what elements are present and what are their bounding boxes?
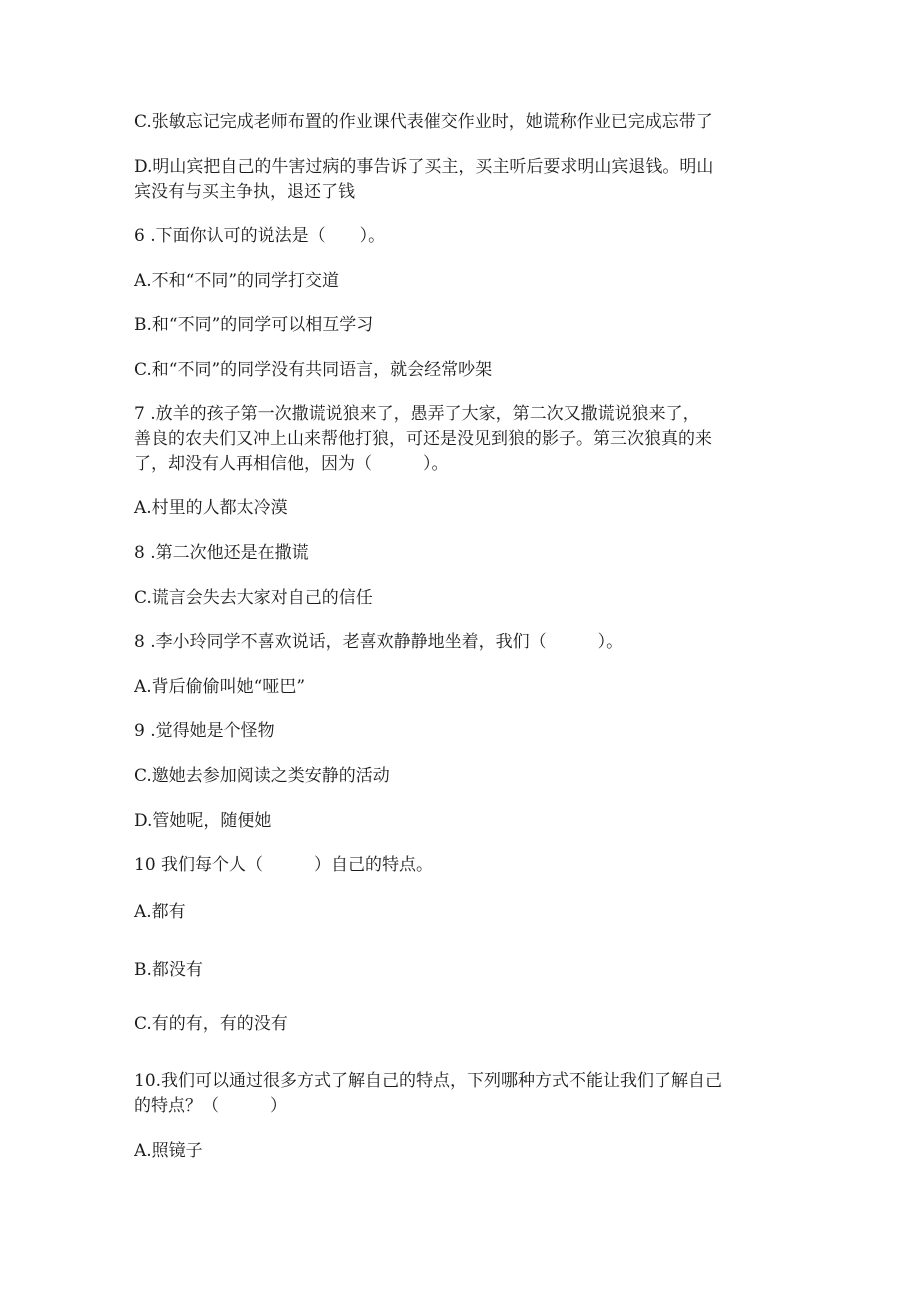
- question-10: 10 我们每个人（ ）自己的特点。: [134, 855, 434, 875]
- option-line: A.都有: [134, 902, 186, 922]
- option-line: C.邀她去参加阅读之类安静的活动: [134, 766, 390, 786]
- question-7: 7 .放羊的孩子第一次撒谎说狼来了，愚弄了大家，第二次又撒谎说狼来了，: [134, 404, 700, 424]
- question-8: 8 .李小玲同学不喜欢说话，老喜欢静静地坐着，我们（ ）。: [134, 632, 624, 652]
- option-line: C.有的有，有的没有: [134, 1014, 288, 1034]
- option-line: A.背后偷偷叫她“哑巴”: [134, 677, 306, 697]
- option-line: B.和“不同”的同学可以相互学习: [134, 315, 374, 335]
- question-10b: 10.我们可以通过很多方式了解自己的特点，下列哪种方式不能让我们了解自己: [134, 1071, 723, 1091]
- option-line: D.管她呢，随便她: [134, 811, 272, 831]
- option-line: A.照镜子: [134, 1141, 203, 1161]
- option-line: D.明山宾把自己的牛害过病的事告诉了买主，买主听后要求明山宾退钱。明山: [134, 157, 714, 177]
- option-line: C.和“不同”的同学没有共同语言，就会经常吵架: [134, 360, 493, 380]
- option-line: 9 .觉得她是个怪物: [134, 721, 275, 741]
- question-7-continued: 了，却没有人再相信他，因为（ ）。: [134, 454, 449, 474]
- option-line: A.不和“不同”的同学打交道: [134, 271, 340, 291]
- option-line-continued: 宾没有与买主争执，退还了钱: [134, 182, 355, 202]
- option-line: B.都没有: [134, 960, 203, 980]
- option-line: 8 .第二次他还是在撒谎: [134, 543, 309, 563]
- question-7-continued: 善良的农夫们又冲上山来帮他打狼，可还是没见到狼的影子。第三次狼真的来: [134, 429, 712, 449]
- option-line: A.村里的人都太冷漠: [134, 498, 288, 518]
- question-10b-continued: 的特点？（ ）: [134, 1096, 287, 1116]
- option-line: C.谎言会失去大家对自己的信任: [134, 588, 373, 608]
- question-6: 6 .下面你认可的说法是（ ）。: [134, 226, 386, 246]
- option-line: C.张敏忘记完成老师布置的作业课代表催交作业时，她谎称作业已完成忘带了: [134, 112, 713, 132]
